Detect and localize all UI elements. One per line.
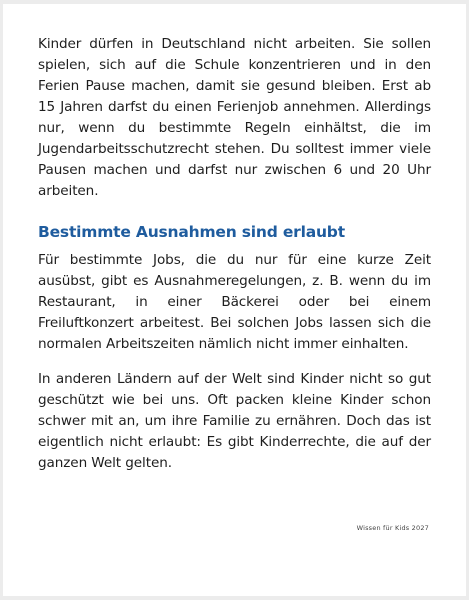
section-heading: Bestimmte Ausnahmen sind erlaubt <box>38 223 345 241</box>
footer-credit: Wissen für Kids 2027 <box>356 524 429 532</box>
paragraph-intro: Kinder dürfen in Deutschland nicht arbeiten. Sie sollen spielen, sich auf die Schule konzentrieren und in den Ferien Pause machen, damit sie gesund bleiben. Erst ab 15 Jahren darfst du einen Ferienjob annehmen. Allerdings nur, wenn du bestimmte Regeln einhältst, die im Jugendarbeitsschutzrecht stehen. Du solltest immer viele Pausen machen und darfst nur zwischen 6 und 20 Uhr arbeiten. <box>38 36 431 199</box>
page-border-top <box>0 0 469 4</box>
page-border-bottom <box>0 596 469 600</box>
article-body <box>38 34 431 474</box>
paragraph-exceptions: Für bestimmte Jobs, die du nur für eine kurze Zeit ausübst, gibt es Ausnahmeregelungen, z. B. wenn du im Restaurant, in einer Bäckerei oder bei einem Freiluftkonzert arbeitest. Bei solchen Jobs lassen sich die normalen Arbeitszeiten nämlich nicht immer einhalten. <box>38 252 431 352</box>
paragraph-other-countries: In anderen Ländern auf der Welt sind Kinder nicht so gut geschützt wie bei uns. Oft packen kleine Kinder schon schwer mit an, um ihre Familie zu ernähren. Doch das ist eigentlich nicht erlaubt: Es gibt Kinderrechte, die auf der ganzen Welt gelten. <box>38 371 431 471</box>
page-border-left <box>0 0 3 600</box>
